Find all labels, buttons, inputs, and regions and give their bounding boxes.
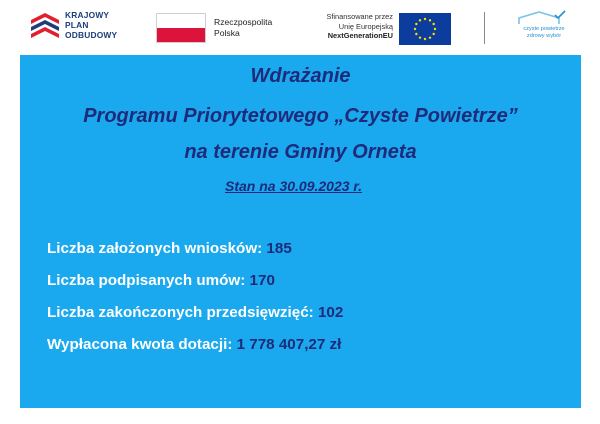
poland-flag-icon	[156, 13, 206, 43]
stat-applications	[47, 240, 567, 272]
czyste-powietrze-logo	[515, 10, 573, 46]
date-note: Stan na 30.09.2023 r.	[225, 178, 362, 194]
stat-value: 185	[266, 240, 292, 257]
stat-label: Wypłacona kwota dotacji:	[47, 336, 233, 353]
kpo-logo	[30, 10, 140, 44]
house-icon	[515, 10, 573, 26]
eu-star	[414, 28, 416, 30]
eu-line-1: Sfinansowane przez	[326, 12, 393, 21]
stat-contracts	[47, 272, 567, 304]
eu-star	[432, 33, 434, 35]
stat-label: Liczba założonych wniosków:	[47, 240, 263, 257]
eu-flag-icon	[399, 13, 451, 45]
rp-line-2: Polska	[214, 27, 240, 38]
eu-star	[429, 36, 431, 38]
kpo-line-2: PLAN	[65, 20, 89, 30]
kpo-logo-text	[65, 10, 117, 40]
rp-line-1: Rzeczpospolita	[214, 17, 273, 27]
eu-star	[424, 38, 426, 40]
eu-star	[424, 18, 426, 20]
stat-label: Liczba podpisanych umów:	[47, 272, 246, 289]
stats-list	[47, 240, 567, 368]
eu-star	[434, 28, 436, 30]
stat-grant-amount	[47, 336, 567, 368]
stat-value: 1 778 407,27 zł	[236, 336, 342, 353]
cp-line-2: zdrowy wybór	[526, 32, 562, 39]
title-line-2: Programu Priorytetowego „Czyste Powietrze”	[83, 105, 518, 127]
eu-logo-text	[300, 12, 393, 41]
eu-star	[415, 23, 417, 25]
kpo-logo-icon	[30, 12, 60, 42]
eu-star	[415, 33, 417, 35]
eu-star	[419, 36, 421, 38]
title-line-3: na terenie Gminy Orneta	[184, 141, 417, 163]
cp-logo-text	[515, 26, 573, 39]
eu-star	[432, 23, 434, 25]
eu-line-2: Unię Europejską	[338, 21, 393, 31]
stat-value: 170	[249, 272, 275, 289]
kpo-line-1: KRAJOWY	[65, 10, 110, 20]
logo-separator	[484, 12, 485, 44]
rp-logo-text	[214, 17, 272, 38]
kpo-line-3: ODBUDOWY	[65, 30, 118, 40]
title-line-1: Wdrażanie	[250, 65, 351, 87]
eu-star	[419, 19, 421, 21]
logo-strip	[0, 0, 600, 52]
eu-line-3: NextGenerationEU	[327, 31, 393, 41]
stat-label: Liczba zakończonych przedsięwzięć:	[47, 304, 314, 321]
info-panel	[20, 55, 581, 408]
cp-line-1: czyste powietrze	[523, 26, 565, 32]
eu-star	[429, 19, 431, 21]
stat-completed	[47, 304, 567, 336]
stat-value: 102	[317, 304, 344, 321]
